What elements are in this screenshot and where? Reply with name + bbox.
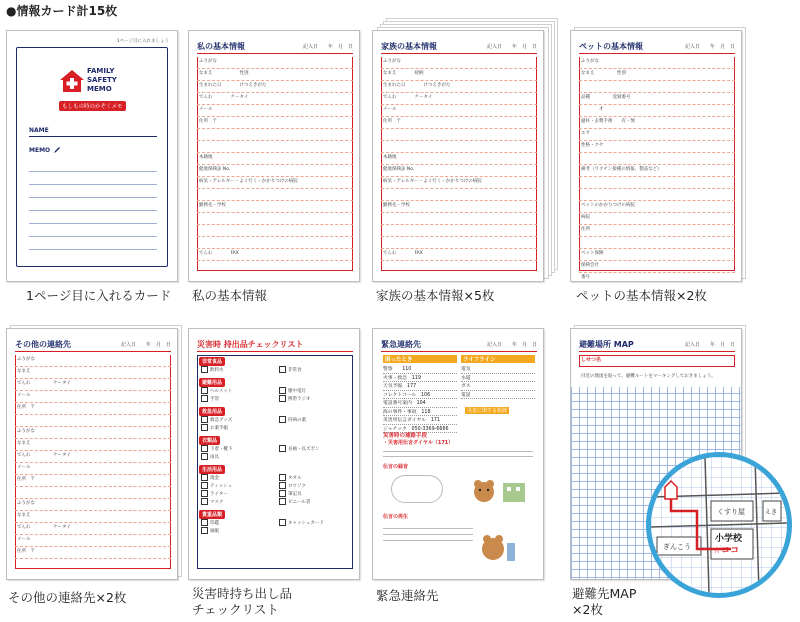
form-row-label: でんわ ケータイ [383, 95, 433, 100]
checklist-section-header: 避難用品 [199, 378, 225, 387]
form-row [15, 367, 171, 379]
form-row-label: 生まれた日 けつえきがた [199, 83, 267, 88]
form-row [579, 93, 735, 105]
form-row [197, 129, 353, 141]
checklist-item-label: 下着・靴下 [210, 447, 233, 452]
form-row-label: 生まれた日 けつえきがた [383, 83, 451, 88]
my-info-rows [197, 57, 353, 271]
checklist-item[interactable] [201, 490, 228, 497]
form-row-label: 住所 〒 [17, 477, 35, 482]
form-row [15, 463, 171, 475]
zoom-here [713, 543, 739, 556]
other-contacts-date: 記入日 年 月 日 [120, 342, 171, 348]
dial-text-lines [383, 447, 533, 461]
form-row-label: でんわ FAX [383, 251, 423, 256]
zoom-school: 小学校 [715, 534, 743, 544]
checkbox[interactable] [201, 424, 208, 431]
form-row [579, 141, 735, 153]
checklist-item-label: 現金 [210, 476, 219, 481]
zoom-label-right: えき [765, 509, 778, 516]
zoom-label-top: くすり屋 [717, 508, 745, 516]
checklist-item-label: 長袖・長ズボン [288, 447, 320, 452]
form-row [197, 81, 353, 93]
form-row-label: なまえ [17, 369, 31, 374]
pet-info-card [570, 30, 742, 282]
form-row-label: メール [17, 465, 31, 470]
my-info-card [188, 30, 360, 282]
form-row [381, 249, 537, 261]
form-row-label: 住所 〒 [383, 119, 401, 124]
form-row [579, 105, 735, 117]
play-text-lines [383, 523, 473, 543]
emergency-row: 警察 110 [383, 365, 457, 374]
bear-phone-icon [477, 533, 517, 563]
form-row-label: ふりがな [17, 501, 35, 506]
cover-name-line [29, 136, 157, 137]
form-row [15, 475, 171, 487]
checklist-item-label: ティッシュ [210, 484, 233, 489]
checklist-item-label: ライター [210, 492, 228, 497]
form-row-label: 勤務先・学校 [199, 203, 226, 208]
checklist-caption-1: 災害時持ち出し品 [192, 586, 293, 601]
checkbox[interactable] [201, 490, 208, 497]
map-note: 付近の地図を貼って、避難ルートをマーキングしておきましょう。 [581, 374, 716, 379]
checklist-item-label: 通帳 [210, 529, 219, 534]
logo-tagline: もしもの時のかぞくメモ [59, 101, 126, 111]
checklist-item[interactable] [279, 445, 320, 452]
form-row [579, 237, 735, 249]
evac-map-caption-1: 避難先MAP [572, 586, 637, 601]
checklist-item[interactable] [201, 482, 232, 489]
family-info-date: 記入日 年 月 日 [486, 44, 537, 50]
form-row-label: なまえ 性別 [199, 71, 249, 76]
evac-map-title: 避難場所 MAP [579, 340, 634, 349]
checklist-item[interactable] [279, 387, 306, 394]
checklist-item[interactable] [279, 395, 311, 402]
emergency-left-rows [383, 365, 457, 433]
emergency-card [372, 328, 544, 580]
other-contacts-caption: その他の連絡先×2枚 [8, 590, 127, 605]
form-row [579, 153, 735, 165]
emergency-row: コレクトコール 106 [383, 391, 457, 400]
emergency-caption: 緊急連絡先 [376, 588, 439, 603]
checklist-item[interactable] [201, 366, 224, 373]
checkbox[interactable] [201, 366, 208, 373]
family-info-card [372, 30, 544, 282]
checkbox[interactable] [279, 498, 286, 505]
form-row [579, 165, 735, 177]
form-row [15, 379, 171, 391]
checkbox[interactable] [279, 387, 286, 394]
form-row-label: 病気・アレルギー・よく行く・かかりつけの病院 [199, 179, 298, 184]
form-row [197, 57, 353, 69]
emergency-right-header-text: ライフライン [463, 357, 496, 363]
form-row-label: ペットのかかりつけの病院 [581, 203, 635, 208]
checklist-item-label: 持病の薬 [288, 418, 306, 423]
checklist-item-label: ビニール袋 [288, 500, 311, 505]
form-row [579, 189, 735, 201]
form-row-label: ふりがな [383, 59, 401, 64]
form-row [197, 189, 353, 201]
form-row-label: 住所 〒 [199, 119, 217, 124]
emergency-left-header-text: 困ったとき [385, 357, 413, 363]
form-row-label: 才 [581, 107, 604, 112]
form-row-label: 避妊・去勢手術 有・無 [581, 119, 635, 124]
checklist-section-header: 衣類品 [199, 436, 220, 445]
checklist-item-label: タオル [288, 476, 302, 481]
form-row [381, 81, 537, 93]
form-row [579, 213, 735, 225]
form-row [15, 415, 171, 427]
checklist-card [188, 328, 360, 580]
checkbox[interactable] [201, 482, 208, 489]
checklist-section-header: 非常食品 [199, 357, 225, 366]
form-row [381, 165, 537, 177]
form-row [381, 117, 537, 129]
building-icon [501, 477, 527, 503]
form-row [579, 69, 735, 81]
form-row [197, 141, 353, 153]
checklist-item[interactable] [201, 519, 219, 526]
form-row-label: でんわ ケータイ [17, 381, 71, 386]
evac-map-header [579, 339, 735, 352]
house-cross-icon [59, 69, 85, 93]
checklist-item-label: ロウソク [288, 484, 306, 489]
checkbox[interactable] [201, 395, 208, 402]
pet-info-rows [579, 57, 735, 280]
form-row-label: 住所 [581, 227, 590, 232]
form-row [579, 201, 735, 213]
form-row [579, 177, 735, 189]
form-row-label: 備考（ワクチン接種の情報、製品など） [581, 167, 662, 172]
checklist-item-label: 救急グッズ [210, 418, 233, 423]
dial-title: ・災害用伝言ダイヤル（171） [383, 440, 454, 446]
form-row-label: 住所 〒 [17, 549, 35, 554]
form-row-label: メール [17, 393, 31, 398]
play-label: 伝言の再生 [383, 514, 409, 520]
form-row [381, 57, 537, 69]
form-row-label: 品種 登録番号 [581, 95, 631, 100]
pet-info-header [579, 41, 735, 54]
checklist-section-header: 救急用品 [199, 407, 225, 416]
checkbox[interactable] [201, 416, 208, 423]
page-heading: ●情報カード計15枚 [6, 4, 118, 18]
checklist-item[interactable] [279, 474, 302, 481]
form-row-label: 性格・クセ [581, 143, 604, 148]
form-row-label: でんわ ケータイ [17, 525, 71, 530]
my-info-header [197, 41, 353, 54]
form-row-label: メール [17, 537, 31, 542]
checkbox[interactable] [201, 474, 208, 481]
checkbox[interactable] [279, 395, 286, 402]
emergency-right-rows [461, 365, 535, 399]
form-row-label: ふりがな [199, 59, 217, 64]
checklist-item-label: マスク [210, 500, 224, 505]
form-row-label: なまえ 続柄 [383, 71, 424, 76]
emergency-row: ガス [461, 382, 535, 391]
form-row-label: 病気・アレルギー・よく行く・かかりつけの病院 [383, 179, 482, 184]
form-row [197, 105, 353, 117]
form-row [381, 225, 537, 237]
checklist-item[interactable] [201, 453, 219, 460]
checklist-item[interactable] [201, 395, 219, 402]
form-row [15, 547, 171, 559]
checklist-item-label: 手袋 [210, 397, 219, 402]
form-row [15, 355, 171, 367]
checkbox[interactable] [201, 445, 208, 452]
checklist-item[interactable] [279, 482, 306, 489]
form-row-label: ペット保険 [581, 251, 604, 256]
other-contacts-title: その他の連絡先 [15, 340, 71, 349]
form-row [579, 261, 735, 273]
form-row [381, 141, 537, 153]
map-field-box [579, 355, 735, 367]
family-info-caption: 家族の基本情報×5枚 [376, 288, 495, 303]
form-row [579, 57, 735, 69]
form-row [15, 427, 171, 439]
form-row [15, 535, 171, 547]
form-row-label: メール [383, 107, 397, 112]
checkbox[interactable] [279, 482, 286, 489]
checklist-item[interactable] [279, 490, 302, 497]
form-row [579, 225, 735, 237]
checklist-title: 災害時 持出品チェックリスト [197, 340, 304, 349]
emergency-row: 火事・救急 119 [383, 374, 457, 383]
my-info-caption: 私の基本情報 [192, 288, 268, 303]
checklist-item[interactable] [201, 445, 233, 452]
pet-info-caption: ペットの基本情報×2枚 [576, 288, 707, 303]
bear-icon [471, 477, 497, 503]
checklist-header [197, 339, 353, 352]
form-row [381, 93, 537, 105]
checkbox[interactable] [279, 474, 286, 481]
checklist-item[interactable] [201, 527, 219, 534]
dial-header: 災害時の連絡手段 [383, 433, 428, 439]
checklist-item-label: 懐中電灯 [288, 389, 306, 394]
form-row [579, 249, 735, 261]
family-info-title: 家族の基本情報 [381, 42, 437, 51]
form-row [579, 117, 735, 129]
checklist-item-label: 飲料水 [210, 368, 224, 373]
emergency-row: 電話 [461, 391, 535, 400]
checklist-item-label: 筆記具 [288, 492, 302, 497]
my-info-title: 私の基本情報 [197, 42, 245, 51]
logo-line-1: FAMILY [87, 67, 115, 75]
cover-caption: 1ページ目に入れるカード [26, 288, 172, 303]
form-row [197, 225, 353, 237]
emergency-row: ジャチック 050-3369-6666 [383, 425, 457, 434]
checklist-item[interactable] [279, 416, 306, 423]
emergency-row: 電話番号案内 104 [383, 399, 457, 408]
checkbox[interactable] [279, 445, 286, 452]
form-row [15, 451, 171, 463]
emergency-row: 水道 [461, 374, 535, 383]
cover-top-note: 1ページ目に入れましょう [116, 39, 169, 44]
logo-line-2: SAFETY [87, 76, 117, 84]
form-row [381, 177, 537, 189]
form-row-label: 本籍地 [199, 155, 213, 160]
other-contacts-rows [15, 355, 171, 569]
checkbox[interactable] [279, 519, 286, 526]
form-row [197, 213, 353, 225]
form-row [15, 499, 171, 511]
pet-info-date: 記入日 年 月 日 [684, 44, 735, 50]
form-row [15, 511, 171, 523]
emergency-row: 海の事件・事故 118 [383, 408, 457, 417]
emergency-title: 緊急連絡先 [381, 340, 421, 349]
cover-card [6, 30, 178, 282]
form-row [381, 153, 537, 165]
checklist-item[interactable] [279, 519, 324, 526]
checklist-item-label: 雨具 [210, 455, 219, 460]
star-icon: ☆ [713, 546, 722, 556]
map-zoom-drawing [651, 457, 787, 593]
checklist-sections [197, 357, 353, 569]
form-row-label: 保険会社 [581, 263, 599, 268]
emergency-date: 記入日 年 月 日 [486, 342, 537, 348]
checklist-item[interactable] [201, 498, 224, 505]
family-info-header [381, 41, 537, 54]
form-row [579, 273, 735, 282]
checklist-item-label: 携帯ラジオ [288, 397, 311, 402]
form-row-label: ふりがな [581, 59, 599, 64]
form-row-label: でんわ ケータイ [17, 453, 71, 458]
form-row [381, 189, 537, 201]
form-row-label: メール [199, 107, 213, 112]
checklist-item[interactable] [201, 387, 232, 394]
cover-memo-label: MEMO [29, 147, 51, 154]
emergency-row: 電気 [461, 365, 535, 374]
pet-info-title: ペットの基本情報 [579, 42, 643, 51]
form-row-label: ふりがな [17, 357, 35, 362]
form-row-label: 健康保険証 No. [383, 167, 415, 172]
checklist-item[interactable] [201, 424, 228, 431]
emergency-row: 天気予報 177 [383, 382, 457, 391]
form-row [197, 117, 353, 129]
checklist-section-header: 貴重品類 [199, 510, 225, 519]
my-info-date: 記入日 年 月 日 [302, 44, 353, 50]
cover-memo-lines [29, 159, 157, 259]
family-info-rows [381, 57, 537, 271]
form-row [197, 165, 353, 177]
evac-map-caption-2: ×2枚 [572, 602, 603, 617]
cover-name-label: NAME [29, 127, 49, 134]
record-label: 伝言の録音 [383, 464, 409, 470]
form-row [579, 81, 735, 93]
form-row [15, 487, 171, 499]
form-row [381, 201, 537, 213]
form-row [197, 69, 353, 81]
form-row-label: エサ [581, 131, 590, 136]
form-row [197, 93, 353, 105]
other-contacts-card [6, 328, 178, 580]
form-row [381, 213, 537, 225]
form-row [197, 201, 353, 213]
form-row [15, 403, 171, 415]
checkbox[interactable] [201, 527, 208, 534]
form-row-label: 健康保険証 No. [199, 167, 231, 172]
form-row-label: 番号 [581, 275, 590, 280]
checklist-item-label: 非常食 [288, 368, 302, 373]
checkbox[interactable] [201, 453, 208, 460]
form-row [381, 105, 537, 117]
form-row-label: でんわ FAX [199, 251, 239, 256]
form-row [15, 391, 171, 403]
form-row-label: ふりがな [17, 429, 35, 434]
form-row-label: 勤務先・学校 [383, 203, 410, 208]
form-row [579, 129, 735, 141]
zoom-here-text: ココ [721, 546, 740, 556]
form-row [15, 439, 171, 451]
form-row [197, 153, 353, 165]
checkbox[interactable] [201, 387, 208, 394]
form-row-label: なまえ [17, 441, 31, 446]
form-row-label: なまえ 性別 [581, 71, 626, 76]
checklist-item[interactable] [201, 416, 232, 423]
checkbox[interactable] [201, 519, 208, 526]
checklist-item[interactable] [201, 474, 219, 481]
zoom-bottom: ぎんこう [663, 543, 691, 551]
checkbox[interactable] [279, 490, 286, 497]
checklist-item[interactable] [279, 366, 302, 373]
form-row [197, 237, 353, 249]
form-row [381, 69, 537, 81]
checklist-item[interactable] [279, 498, 310, 505]
checklist-item-label: キャッシュカード [288, 521, 324, 526]
checklist-item-label: ヘルメット [210, 389, 233, 394]
form-row [15, 523, 171, 535]
form-row-label: 住所 〒 [17, 405, 35, 410]
checklist-caption-2: チェックリスト [192, 602, 279, 617]
checkbox[interactable] [201, 498, 208, 505]
form-row-label: 本籍地 [383, 155, 397, 160]
checkbox[interactable] [279, 366, 286, 373]
bear-illustration-1 [391, 475, 443, 503]
evac-map-date: 記入日 年 月 日 [684, 342, 735, 348]
checklist-item-label: お薬手帳 [210, 426, 228, 431]
map-field-label: しせつ名 [581, 357, 602, 363]
form-row-label: でんわ ケータイ [199, 95, 249, 100]
emergency-row: 災害用伝言ダイヤル 171 [383, 416, 457, 425]
map-magnifier [646, 452, 792, 598]
form-row-label: なまえ [17, 513, 31, 518]
checklist-item-label: 印鑑 [210, 521, 219, 526]
form-row [381, 129, 537, 141]
form-row [197, 249, 353, 261]
form-row-label: 病院 [581, 215, 590, 220]
logo-line-3: MEMO [87, 85, 112, 93]
form-row [381, 237, 537, 249]
form-row [197, 177, 353, 189]
emergency-right-sub: 災害に関する相談 [467, 408, 508, 414]
other-contacts-header [15, 339, 171, 352]
pencil-icon [53, 146, 61, 154]
emergency-header [381, 339, 537, 352]
checklist-section-header: 生活用品 [199, 465, 225, 474]
checkbox[interactable] [279, 416, 286, 423]
